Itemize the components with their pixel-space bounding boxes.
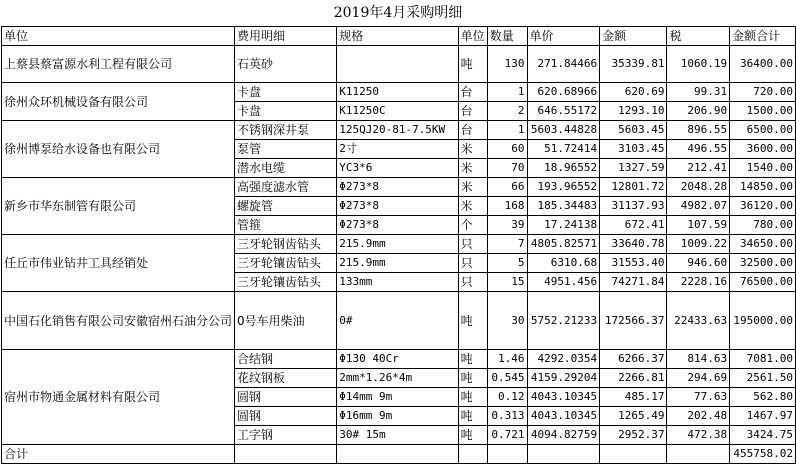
cell-tax[interactable]: 22433.63 — [667, 292, 730, 350]
cell-qty[interactable]: 5 — [487, 254, 527, 273]
table-row — [2, 350, 796, 369]
cell-spec[interactable]: Φ130 40Cr — [337, 350, 458, 369]
cell-item[interactable]: 三牙轮镶齿钻头 — [235, 273, 337, 292]
cell-uom[interactable]: 吨 — [458, 369, 487, 388]
cell-spec[interactable]: Φ14mm 9m — [337, 388, 458, 407]
cell-uom[interactable]: 吨 — [458, 388, 487, 407]
cell-qty[interactable]: 1.46 — [487, 350, 527, 369]
cell-amount[interactable]: 3103.45 — [600, 140, 667, 159]
cell-tax[interactable]: 206.90 — [667, 102, 730, 121]
cell-spec[interactable]: YC3*6 — [337, 159, 458, 178]
cell-qty[interactable]: 39 — [487, 216, 527, 235]
cell-item[interactable]: 圆钢 — [235, 407, 337, 426]
cell-uom[interactable]: 吨 — [458, 426, 487, 445]
cell-unit[interactable]: 上蔡县蔡富源水利工程有限公司 — [2, 46, 235, 83]
cell-unit[interactable]: 任丘市伟业钻井工具经销处 — [2, 235, 235, 292]
footer-empty-cell[interactable] — [667, 445, 730, 464]
cell-qty[interactable]: 0.12 — [487, 388, 527, 407]
cell-price[interactable]: 5603.44828 — [527, 121, 600, 140]
header-uom[interactable]: 单位 — [458, 27, 487, 46]
footer-row — [2, 445, 796, 464]
cell-total[interactable]: 36400.00 — [730, 46, 796, 83]
cell-amount[interactable]: 620.69 — [600, 83, 667, 102]
cell-spec[interactable]: Φ273*8 — [337, 216, 458, 235]
cell-amount[interactable]: 2266.81 — [600, 369, 667, 388]
cell-spec[interactable]: 215.9mm — [337, 235, 458, 254]
cell-total[interactable]: 195000.00 — [730, 292, 796, 350]
cell-amount[interactable]: 74271.84 — [600, 273, 667, 292]
footer-empty-cell[interactable] — [527, 445, 600, 464]
cell-price[interactable]: 51.72414 — [527, 140, 600, 159]
header-item[interactable]: 费用明细 — [235, 27, 337, 46]
cell-item[interactable]: 0号车用柴油 — [235, 292, 337, 350]
cell-qty[interactable]: 70 — [487, 159, 527, 178]
cell-spec[interactable]: Φ16mm 9m — [337, 407, 458, 426]
cell-total[interactable]: 780.00 — [730, 216, 796, 235]
cell-unit[interactable]: 中国石化销售有限公司安徽宿州石油分公司 — [2, 292, 235, 350]
cell-spec[interactable]: K11250C — [337, 102, 458, 121]
cell-total[interactable]: 6500.00 — [730, 121, 796, 140]
footer-empty-cell[interactable] — [458, 445, 487, 464]
cell-total[interactable]: 32500.00 — [730, 254, 796, 273]
cell-tax[interactable]: 202.48 — [667, 407, 730, 426]
cell-total[interactable]: 1500.00 — [730, 102, 796, 121]
cell-price[interactable]: 4951.456 — [527, 273, 600, 292]
cell-spec[interactable]: 215.9mm — [337, 254, 458, 273]
cell-amount[interactable]: 35339.81 — [600, 46, 667, 83]
header-qty[interactable]: 数量 — [487, 27, 527, 46]
cell-spec[interactable]: 2寸 — [337, 140, 458, 159]
cell-uom[interactable]: 吨 — [458, 46, 487, 83]
cell-tax[interactable]: 814.63 — [667, 350, 730, 369]
cell-amount[interactable]: 1327.59 — [600, 159, 667, 178]
table-row — [2, 83, 796, 102]
footer-empty-cell[interactable] — [600, 445, 667, 464]
header-amount[interactable]: 金额 — [600, 27, 667, 46]
cell-amount[interactable]: 6266.37 — [600, 350, 667, 369]
cell-total[interactable]: 34650.00 — [730, 235, 796, 254]
cell-item[interactable]: 卡盘 — [235, 83, 337, 102]
cell-amount[interactable]: 1265.49 — [600, 407, 667, 426]
cell-qty[interactable]: 1 — [487, 83, 527, 102]
cell-tax[interactable]: 946.60 — [667, 254, 730, 273]
cell-uom[interactable]: 吨 — [458, 350, 487, 369]
cell-tax[interactable]: 2048.28 — [667, 178, 730, 197]
cell-tax[interactable]: 472.38 — [667, 426, 730, 445]
cell-amount[interactable]: 172566.37 — [600, 292, 667, 350]
cell-item[interactable]: 高强度滤水管 — [235, 178, 337, 197]
cell-price[interactable]: 4159.29204 — [527, 369, 600, 388]
cell-item[interactable]: 工字钢 — [235, 426, 337, 445]
cell-spec[interactable]: 2mm*1.26*4m — [337, 369, 458, 388]
cell-spec[interactable]: Φ273*8 — [337, 178, 458, 197]
cell-qty[interactable]: 2 — [487, 102, 527, 121]
cell-price[interactable]: 4094.82759 — [527, 426, 600, 445]
cell-tax[interactable]: 77.63 — [667, 388, 730, 407]
cell-tax[interactable]: 1060.19 — [667, 46, 730, 83]
cell-item[interactable]: 花纹钢板 — [235, 369, 337, 388]
cell-price[interactable]: 6310.68 — [527, 254, 600, 273]
table-row — [2, 46, 796, 83]
cell-price[interactable]: 620.68966 — [527, 83, 600, 102]
cell-item[interactable]: 石英砂 — [235, 46, 337, 83]
header-spec[interactable]: 规格 — [337, 27, 458, 46]
cell-total[interactable]: 3600.00 — [730, 140, 796, 159]
cell-price[interactable]: 18.96552 — [527, 159, 600, 178]
cell-uom[interactable]: 个 — [458, 216, 487, 235]
cell-total[interactable]: 720.00 — [730, 83, 796, 102]
cell-total[interactable]: 14850.00 — [730, 178, 796, 197]
cell-amount[interactable]: 2952.37 — [600, 426, 667, 445]
header-price[interactable]: 单价 — [527, 27, 600, 46]
header-unit[interactable]: 单位 — [2, 27, 235, 46]
cell-uom[interactable]: 台 — [458, 83, 487, 102]
cell-qty[interactable]: 130 — [487, 46, 527, 83]
cell-spec[interactable]: 125QJ20-81-7.5KW — [337, 121, 458, 140]
cell-price[interactable]: 646.55172 — [527, 102, 600, 121]
cell-qty[interactable]: 0.545 — [487, 369, 527, 388]
cell-price[interactable]: 185.34483 — [527, 197, 600, 216]
cell-qty[interactable]: 1 — [487, 121, 527, 140]
footer-label[interactable]: 合计 — [2, 445, 235, 464]
cell-uom[interactable]: 只 — [458, 235, 487, 254]
cell-price[interactable]: 193.96552 — [527, 178, 600, 197]
cell-total[interactable]: 2561.50 — [730, 369, 796, 388]
cell-total[interactable]: 3424.75 — [730, 426, 796, 445]
cell-uom[interactable]: 米 — [458, 178, 487, 197]
cell-item[interactable]: 三牙轮钢齿钻头 — [235, 235, 337, 254]
cell-qty[interactable]: 168 — [487, 197, 527, 216]
cell-spec[interactable] — [337, 46, 458, 83]
sheet-title: 2019年4月采购明细 — [333, 5, 463, 21]
cell-price[interactable]: 17.24138 — [527, 216, 600, 235]
cell-uom[interactable]: 吨 — [458, 292, 487, 350]
cell-item[interactable]: 泵管 — [235, 140, 337, 159]
cell-total[interactable]: 7081.00 — [730, 350, 796, 369]
cell-price[interactable]: 4043.10345 — [527, 388, 600, 407]
cell-qty[interactable]: 60 — [487, 140, 527, 159]
cell-spec[interactable]: Φ273*8 — [337, 197, 458, 216]
cell-tax[interactable]: 1009.22 — [667, 235, 730, 254]
cell-price[interactable]: 5752.21233 — [527, 292, 600, 350]
cell-total[interactable]: 36120.00 — [730, 197, 796, 216]
cell-item[interactable]: 管箍 — [235, 216, 337, 235]
cell-unit[interactable]: 宿州市物通金属材料有限公司 — [2, 350, 235, 445]
cell-tax[interactable]: 212.41 — [667, 159, 730, 178]
header-row — [2, 27, 796, 46]
cell-item[interactable]: 潜水电缆 — [235, 159, 337, 178]
cell-uom[interactable]: 只 — [458, 273, 487, 292]
cell-total[interactable]: 1467.97 — [730, 407, 796, 426]
cell-price[interactable]: 4292.0354 — [527, 350, 600, 369]
cell-tax[interactable]: 99.31 — [667, 83, 730, 102]
footer-empty-cell[interactable] — [235, 445, 337, 464]
purchase-table — [1, 26, 796, 464]
cell-spec[interactable]: 133mm — [337, 273, 458, 292]
header-total[interactable]: 金额合计 — [730, 27, 796, 46]
cell-qty[interactable]: 7 — [487, 235, 527, 254]
cell-tax[interactable]: 294.69 — [667, 369, 730, 388]
cell-amount[interactable]: 672.41 — [600, 216, 667, 235]
cell-total[interactable]: 1540.00 — [730, 159, 796, 178]
cell-item[interactable]: 卡盘 — [235, 102, 337, 121]
cell-uom[interactable]: 只 — [458, 254, 487, 273]
cell-qty[interactable]: 15 — [487, 273, 527, 292]
header-tax[interactable]: 税 — [667, 27, 730, 46]
table-row — [2, 121, 796, 140]
cell-qty[interactable]: 30 — [487, 292, 527, 350]
cell-tax[interactable]: 2228.16 — [667, 273, 730, 292]
cell-total[interactable]: 76500.00 — [730, 273, 796, 292]
cell-amount[interactable]: 1293.10 — [600, 102, 667, 121]
cell-unit[interactable]: 徐州博泵给水设备也有限公司 — [2, 121, 235, 178]
cell-tax[interactable]: 4982.07 — [667, 197, 730, 216]
cell-qty[interactable]: 0.721 — [487, 426, 527, 445]
table-row — [2, 178, 796, 197]
cell-uom[interactable]: 米 — [458, 140, 487, 159]
cell-uom[interactable]: 台 — [458, 102, 487, 121]
cell-uom[interactable]: 吨 — [458, 407, 487, 426]
cell-amount[interactable]: 33640.78 — [600, 235, 667, 254]
cell-spec[interactable]: 30# 15m — [337, 426, 458, 445]
footer-empty-cell[interactable] — [337, 445, 458, 464]
cell-item[interactable]: 圆钢 — [235, 388, 337, 407]
cell-unit[interactable]: 徐州众环机械设备有限公司 — [2, 83, 235, 121]
cell-item[interactable]: 合结钢 — [235, 350, 337, 369]
cell-tax[interactable]: 107.59 — [667, 216, 730, 235]
cell-unit[interactable]: 新乡市华东制管有限公司 — [2, 178, 235, 235]
cell-item[interactable]: 三牙轮镶齿钻头 — [235, 254, 337, 273]
cell-qty[interactable]: 0.313 — [487, 407, 527, 426]
cell-item[interactable]: 不锈钢深井泵 — [235, 121, 337, 140]
cell-uom[interactable]: 米 — [458, 159, 487, 178]
cell-price[interactable]: 4805.82571 — [527, 235, 600, 254]
cell-tax[interactable]: 896.55 — [667, 121, 730, 140]
cell-uom[interactable]: 米 — [458, 197, 487, 216]
cell-amount[interactable]: 31553.40 — [600, 254, 667, 273]
cell-amount[interactable]: 31137.93 — [600, 197, 667, 216]
cell-amount[interactable]: 12801.72 — [600, 178, 667, 197]
cell-total[interactable]: 562.80 — [730, 388, 796, 407]
footer-grand-total[interactable]: 455758.02 — [730, 445, 796, 464]
cell-amount[interactable]: 485.17 — [600, 388, 667, 407]
table-row — [2, 235, 796, 254]
cell-tax[interactable]: 496.55 — [667, 140, 730, 159]
footer-empty-cell[interactable] — [487, 445, 527, 464]
cell-item[interactable]: 螺旋管 — [235, 197, 337, 216]
cell-price[interactable]: 271.84466 — [527, 46, 600, 83]
cell-qty[interactable]: 66 — [487, 178, 527, 197]
cell-spec[interactable]: 0# — [337, 292, 458, 350]
cell-uom[interactable]: 台 — [458, 121, 487, 140]
cell-amount[interactable]: 5603.45 — [600, 121, 667, 140]
table-row — [2, 292, 796, 350]
cell-spec[interactable]: K11250 — [337, 83, 458, 102]
cell-price[interactable]: 4043.10345 — [527, 407, 600, 426]
